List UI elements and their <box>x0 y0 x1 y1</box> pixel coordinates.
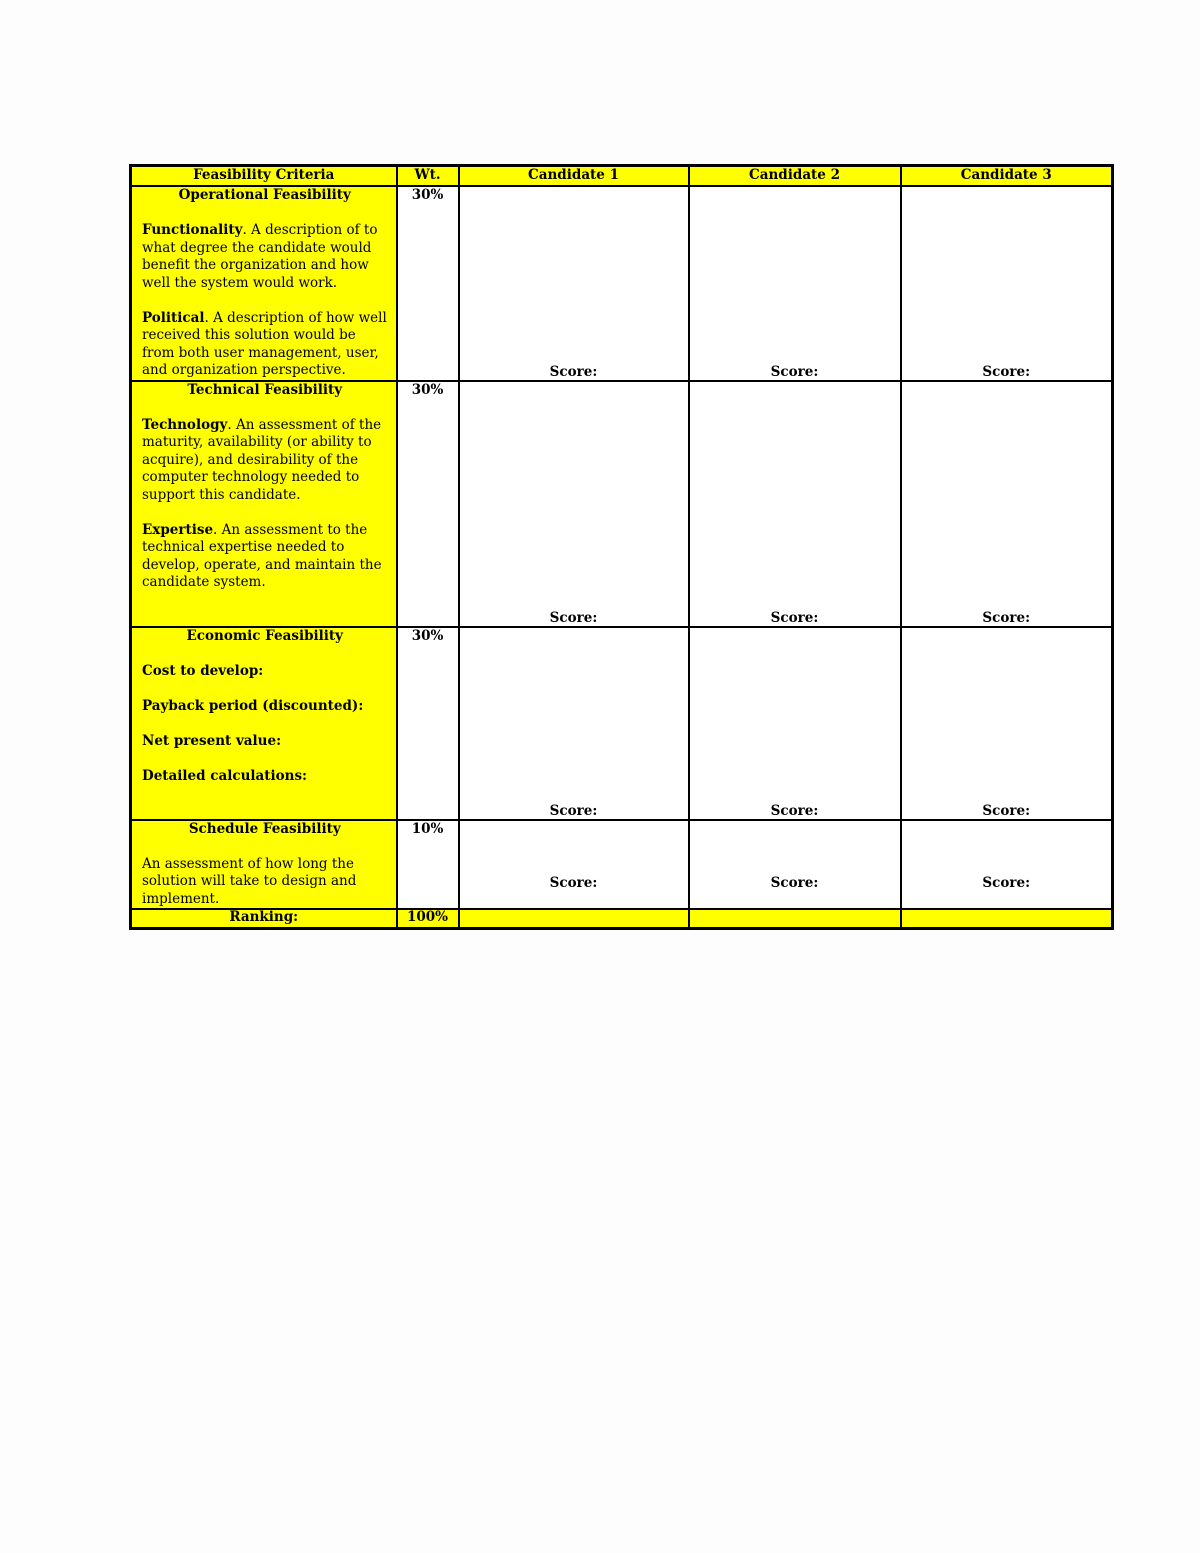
criteria-item <box>142 310 388 380</box>
criteria-title: Technical Feasibility <box>187 381 343 398</box>
criteria-item <box>142 417 388 505</box>
criteria-item <box>142 522 388 592</box>
row-schedule <box>131 820 1113 910</box>
score-label: Score: <box>982 802 1031 819</box>
criteria-item <box>142 222 388 292</box>
row-technical <box>131 381 1113 627</box>
candidate-3-cell[interactable] <box>901 186 1113 381</box>
row-operational <box>131 186 1113 381</box>
header-candidate-2: Candidate 2 <box>689 166 901 187</box>
weight-cell: 30% <box>397 186 459 381</box>
criteria-desc: . A description of how well received this solution would be from both user management, user, and organization perspective. <box>142 309 387 378</box>
candidate-1-cell[interactable] <box>459 820 689 910</box>
criteria-title: Operational Feasibility <box>178 187 351 203</box>
header-weight: Wt. <box>397 166 459 187</box>
criteria-item <box>142 768 388 786</box>
score-label: Score: <box>982 363 1031 380</box>
criteria-item <box>142 663 388 681</box>
candidate-1-cell[interactable] <box>459 381 689 627</box>
candidate-2-cell[interactable] <box>689 820 901 910</box>
ranking-candidate-3[interactable] <box>901 909 1113 929</box>
criteria-desc: . An assessment of the maturity, availability (or ability to acquire), and desirability of the computer technology needed to support this candidate. <box>142 416 382 503</box>
criteria-item <box>142 698 388 716</box>
score-label: Score: <box>549 609 598 626</box>
score-label: Score: <box>770 363 819 380</box>
header-candidate-3: Candidate 3 <box>901 166 1113 187</box>
criteria-title: Schedule Feasibility <box>188 820 341 837</box>
score-label: Score: <box>770 802 819 819</box>
candidate-3-cell[interactable] <box>901 627 1113 820</box>
criteria-cell <box>131 186 397 381</box>
criteria-item <box>142 733 388 751</box>
economic-calculations: Detailed calculations: <box>142 767 308 784</box>
score-label: Score: <box>770 609 819 626</box>
score-label: Score: <box>982 609 1031 626</box>
candidate-3-cell[interactable] <box>901 820 1113 910</box>
criteria-desc: . An assessment to the technical expertise needed to develop, operate, and maintain the candidate system. <box>142 521 382 590</box>
weight-cell: 10% <box>397 820 459 910</box>
criteria-desc: An assessment of how long the solution will take to design and implement. <box>142 855 357 907</box>
score-label: Score: <box>982 875 1031 891</box>
candidate-3-cell[interactable] <box>901 381 1113 627</box>
ranking-candidate-1[interactable] <box>459 909 689 929</box>
score-label: Score: <box>549 875 598 891</box>
feasibility-matrix <box>129 164 1114 930</box>
criteria-cell <box>131 627 397 820</box>
candidate-2-cell[interactable] <box>689 627 901 820</box>
header-candidate-1: Candidate 1 <box>459 166 689 187</box>
candidate-1-cell[interactable] <box>459 627 689 820</box>
criteria-term: Technology <box>142 416 228 433</box>
criteria-title: Economic Feasibility <box>186 627 343 644</box>
economic-cost: Cost to develop: <box>142 662 264 679</box>
economic-npv: Net present value: <box>142 732 282 749</box>
header-criteria: Feasibility Criteria <box>131 166 397 187</box>
weight-cell: 30% <box>397 381 459 627</box>
ranking-label: Ranking: <box>131 909 397 929</box>
criteria-cell <box>131 381 397 627</box>
ranking-weight: 100% <box>397 909 459 929</box>
candidate-1-cell[interactable] <box>459 186 689 381</box>
score-label: Score: <box>770 875 819 891</box>
candidate-2-cell[interactable] <box>689 186 901 381</box>
criteria-term: Political <box>142 309 205 326</box>
ranking-candidate-2[interactable] <box>689 909 901 929</box>
score-label: Score: <box>549 802 598 819</box>
weight-cell: 30% <box>397 627 459 820</box>
row-ranking <box>131 909 1113 929</box>
criteria-term: Expertise <box>142 521 214 538</box>
criteria-cell <box>131 820 397 910</box>
candidate-2-cell[interactable] <box>689 381 901 627</box>
criteria-term: Functionality <box>142 222 243 238</box>
economic-payback: Payback period (discounted): <box>142 697 364 714</box>
row-economic <box>131 627 1113 820</box>
score-label: Score: <box>549 363 598 380</box>
criteria-desc: . A description of to what degree the candidate would benefit the organization and how well the system would work. <box>142 222 378 291</box>
